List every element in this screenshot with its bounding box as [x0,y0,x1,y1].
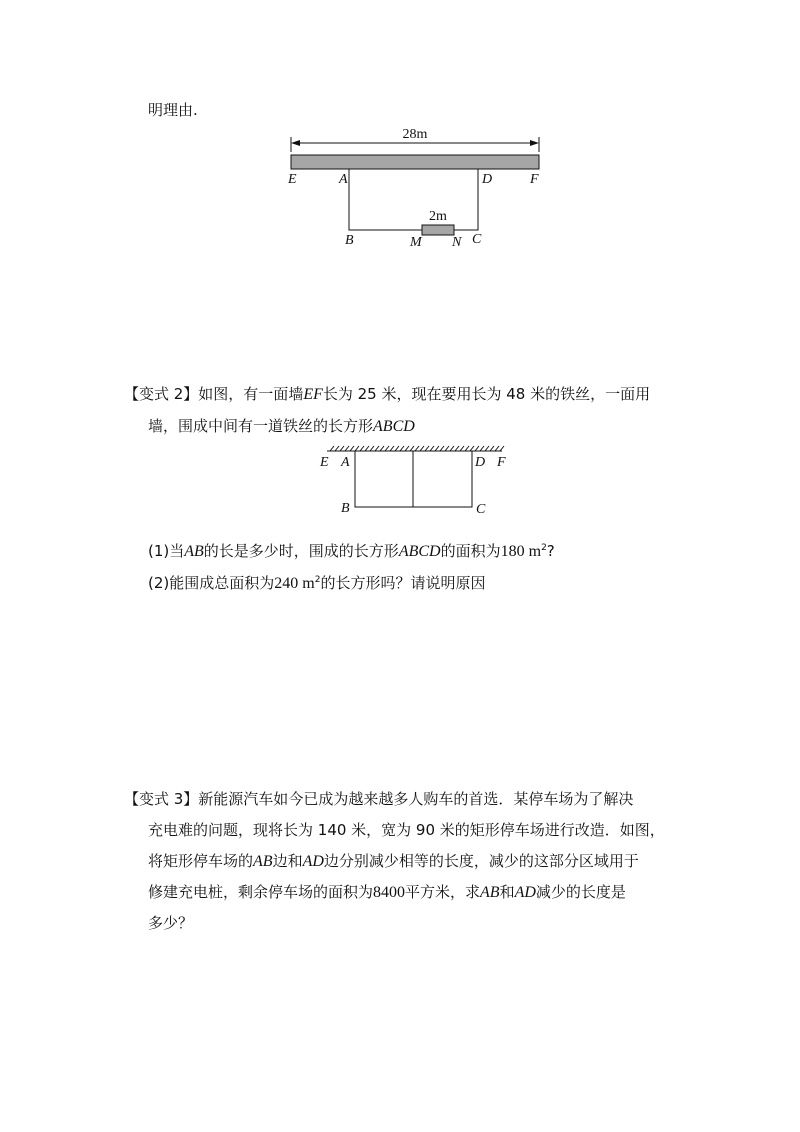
hatch-mark [400,446,404,451]
q2-prefix: (2)能围成总面积为 [148,574,275,592]
hatch-mark [380,446,384,451]
label-A: A [341,455,350,470]
hatch-mark [340,446,344,451]
q1-area-value: 180 m [500,543,542,560]
l4-text-a: 修建充电桩，剩余停车场的面积为 [148,883,374,901]
l3-text-c: 边分别减少相等的长度，减少的这部分区域用于 [323,852,639,870]
gate-length-label: 2m [429,209,447,224]
hatch-mark [360,446,364,451]
hatch-mark [330,446,334,451]
l4-text-b: 平方米，求 [405,883,481,901]
l4-ab: AB [480,884,500,901]
q1-end: ? [546,542,555,560]
segment-ef: EF [303,386,323,403]
label-C: C [472,232,482,247]
label-F: F [497,455,506,470]
question-1 [148,538,555,562]
l4-ad: AD [514,884,536,901]
variant-3-line-2: 充电难的问题，现将长为 140 米，宽为 90 米的矩形停车场进行改造．如图， [148,821,665,839]
l3-ad: AD [302,853,324,870]
fence-left-bottom [349,169,422,230]
label-B: B [345,233,354,248]
l3-text-a: 将矩形停车场的 [148,852,254,870]
q1-sup: 2 [541,543,547,553]
hatch-mark [430,446,434,451]
label-D: D [482,172,493,187]
q2-area-value: 240 m [274,575,315,592]
q1-prefix: (1)当 [148,542,185,560]
hatch-mark [475,446,479,451]
label-C: C [476,502,486,517]
hatch-mark [480,446,484,451]
variant-3-line-1: 【变式 3】新能源汽车如今已成为越来越多人购车的首选．某停车场为了解决 [124,790,634,808]
label-F: F [530,172,539,187]
hatch-mark [495,446,499,451]
variant-2-heading: 【变式 2】如图，有一面墙 [124,385,304,403]
hatch-mark [390,446,394,451]
label-D: D [475,455,486,470]
dim-arrow-left [291,140,300,146]
hatch-mark [370,446,374,451]
hatch-mark [375,446,379,451]
hatch-mark [345,446,349,451]
l3-text-b: 边和 [272,852,303,870]
hatch-mark [500,446,504,451]
hatch-mark [350,446,354,451]
figure-2-diagram [319,446,506,517]
label-E: E [320,455,329,470]
hatch-mark [460,446,464,451]
variant-3-line-5: 多少？ [148,914,194,932]
gate-rect [422,225,454,235]
wall-length-label: 28m [402,127,428,142]
l4-text-d: 减少的长度是 [535,883,626,901]
hatch-mark [435,446,439,451]
variant-3-line-4 [148,882,626,903]
hatch-mark [450,446,454,451]
variant-2-line-1 [124,384,650,405]
question-2 [148,570,485,594]
label-B: B [341,501,350,516]
hatch-mark [465,446,469,451]
hatch-mark [470,446,474,451]
hatch-mark [440,446,444,451]
hatch-mark [415,446,419,451]
dim-arrow-right [530,140,539,146]
hatch-mark [355,446,359,451]
hatch-mark [445,446,449,451]
wall-bar [291,155,539,169]
hatch-mark [420,446,424,451]
q1-ab: AB [184,543,204,560]
hatch-mark [395,446,399,451]
q2-end: 的长方形吗？请说明原因 [320,574,486,592]
intro-fragment: 明理由. [148,101,198,119]
q1-text-2: 的面积为 [440,542,501,560]
variant-2-line-2 [148,416,415,437]
rect-abcd: ABCD [373,418,415,435]
q1-text: 的长是多少时，围成的长方形 [203,542,399,560]
hatch-mark [335,446,339,451]
label-E: E [288,172,297,187]
variant-3-line-3 [148,851,639,872]
label-N: N [452,235,462,250]
hatch-mark [365,446,369,451]
hatch-mark [385,446,389,451]
hatch-mark [485,446,489,451]
fence-right [454,169,478,230]
hatch-mark [490,446,494,451]
hatch-mark [425,446,429,451]
label-M: M [410,235,422,250]
q2-sup: 2 [314,575,321,585]
hatch-mark [410,446,414,451]
l4-text-c: 和 [499,883,515,901]
hatch-mark [455,446,459,451]
label-A: A [339,172,348,187]
l4-area-number: 8400 [373,884,406,901]
variant-2-text-1: 长为 25 米，现在要用长为 48 米的铁丝，一面用 [322,385,651,403]
q1-abcd: ABCD [398,543,441,560]
hatch-mark [405,446,409,451]
variant-2-text-2: 墙，围成中间有一道铁丝的长方形 [148,417,374,435]
wall-hatching [330,446,504,451]
l3-ab: AB [253,853,273,870]
